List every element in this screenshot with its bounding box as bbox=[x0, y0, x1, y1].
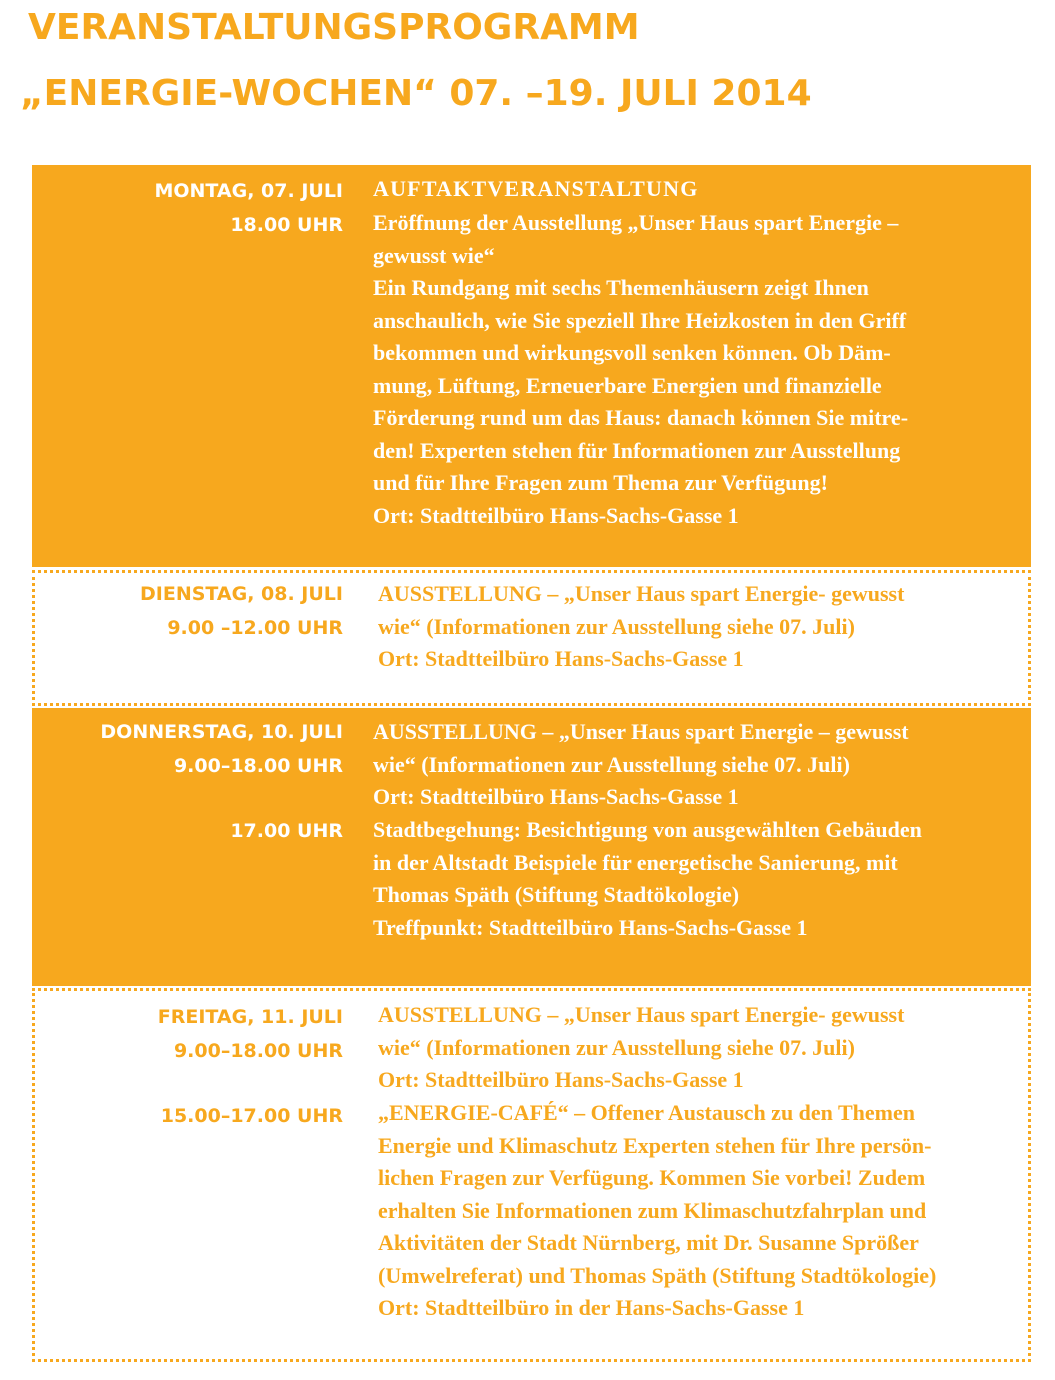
event-time-2: 17.00 UHR bbox=[230, 820, 343, 842]
event-block-freitag bbox=[32, 988, 1031, 1362]
event-description: Eröffnung der Ausstellung „Unser Haus spart Energie – gewusst wie“ Ein Rundgang mit sechs Themenhäusern zeigt Ihnen anschaulich, wie Sie speziell Ihre Heizkosten in den Griff bekommen und wirkungsvoll senken können. Ob Däm- mung, Lüftung, Erneuerbare Energien und finanzielle Förderung rund um das Haus: danach können Sie mitre- den! Experten stehen für Informationen zur Ausstellung und für Ihre Fragen zum Thema zur Verfügung! Ort: Stadtteilbüro Hans-Sachs-Gasse 1 bbox=[373, 210, 909, 528]
event-day: DIENSTAG, 08. JULI bbox=[140, 583, 343, 605]
event-block-donnerstag bbox=[32, 708, 1031, 986]
event-time: 9.00–18.00 UHR bbox=[173, 1040, 343, 1062]
event-block-dienstag bbox=[32, 570, 1031, 706]
event-day: FREITAG, 11. JULI bbox=[157, 1006, 343, 1028]
event-description: AUSSTELLUNG – „Unser Haus spart Energie- gewusst wie“ (Informationen zur Ausstellung siehe 07. Juli) Ort: Stadtteilbüro Hans-Sachs-Gasse 1 bbox=[378, 581, 905, 671]
event-time: 9.00–18.00 UHR bbox=[173, 755, 343, 777]
event-description: AUSSTELLUNG – „Unser Haus spart Energie- gewusst wie“ (Informationen zur Ausstellung siehe 07. Juli) Ort: Stadtteilbüro Hans-Sachs-Gasse 1 bbox=[378, 1002, 905, 1092]
program-title: VERANSTALTUNGSPROGRAMM bbox=[28, 7, 640, 48]
event-day: MONTAG, 07. JULI bbox=[154, 180, 343, 202]
event-time: 9.00 –12.00 UHR bbox=[167, 617, 343, 639]
program-subtitle: „ENERGIE-WOCHEN“ 07. –19. JULI 2014 bbox=[20, 73, 812, 114]
event-time-2: 15.00–17.00 UHR bbox=[160, 1105, 343, 1127]
event-description-2: Stadtbegehung: Besichtigung von ausgewählten Gebäuden in der Altstadt Beispiele für energetische Sanierung, mit Thomas Späth (Stiftung Stadtökologie) Treffpunkt: Stadtteilbüro Hans-Sachs-Gasse 1 bbox=[373, 817, 922, 940]
event-block-montag bbox=[32, 165, 1031, 567]
event-day: DONNERSTAG, 10. JULI bbox=[100, 721, 343, 743]
event-heading: AUFTAKTVERANSTALTUNG bbox=[373, 176, 699, 201]
event-time: 18.00 UHR bbox=[230, 214, 343, 236]
event-description-2: „ENERGIE-CAFÉ“ – Offener Austausch zu den Themen Energie und Klimaschutz Experten stehen für Ihre persön- lichen Fragen zur Verfügung. Kommen Sie vorbei! Zudem erhalten Sie Informationen zum Klimaschutzfahrplan und Aktivitäten der Stadt Nürnberg, mit Dr. Susanne Sprößer (Umwelreferat) und Thomas Späth (Stiftung Stadtökologie) Ort: Stadtteilbüro in der Hans-Sachs-Gasse 1 bbox=[378, 1100, 937, 1320]
event-description: AUSSTELLUNG – „Unser Haus spart Energie – gewusst wie“ (Informationen zur Ausstellung siehe 07. Juli) Ort: Stadtteilbüro Hans-Sachs-Gasse 1 bbox=[373, 719, 909, 809]
